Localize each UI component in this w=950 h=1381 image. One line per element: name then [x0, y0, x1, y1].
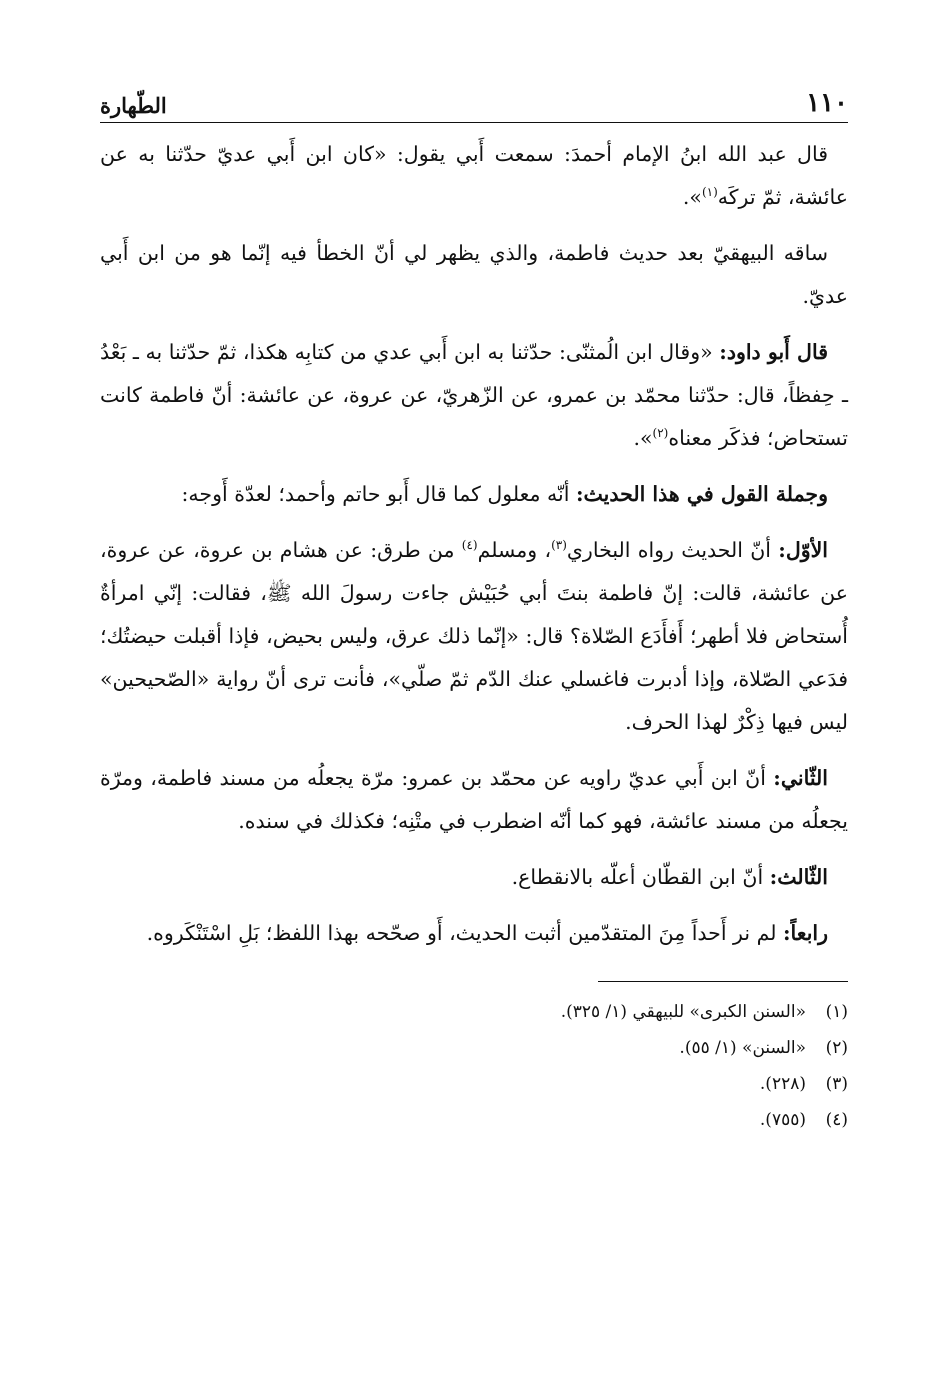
- footnote-number: (٢): [825, 1038, 848, 1058]
- paragraph-text-end: ».: [682, 185, 702, 209]
- footnote-2: [100, 1030, 848, 1066]
- paragraph-text: أنّ ابن أَبي عديّ راويه عن محمّد بن عمرو: مرّة يجعلُه من مسند فاطمة، ومرّة يجعلُه من مسند عائشة، فهو كما أنّه اضطرب في متْنِه؛ فكذلك في سنده.: [100, 766, 848, 833]
- paragraph-8: [100, 912, 848, 955]
- footnote-text: (٧٥٥).: [759, 1110, 806, 1130]
- book-page: [100, 80, 848, 1138]
- footnote-4: [100, 1102, 848, 1138]
- paragraph-text: قال عبد الله ابنُ الإمام أحمدَ: سمعت أَبي يقول: «كان ابن أَبي عديّ حدّثنا به عن عائشة، ثمّ تركَه: [100, 142, 848, 209]
- paragraph-text: «وقال ابن الُمثنّى: حدّثنا به ابن أَبي عدي من كتابِه هكذا، ثمّ حدّثنا به ـ بَعْدُ ـ حِفظاً، قال: حدّثنا محمّد بن عمرو، عن الزّهريّ، عن عروة، عن عائشة: أنّ فاطمة كانت تستحاض؛ فذكَر معناه: [100, 340, 848, 450]
- page-number: ١١٠: [806, 88, 848, 118]
- footnote-1: [100, 994, 848, 1030]
- footnote-ref-1: (١): [701, 185, 718, 200]
- paragraph-text: لم نر أَحداً مِنَ المتقدّمين أثبت الحديث، أَو صحّحه بهذا اللفظ؛ بَلِ اسْتَنْكَروه.: [146, 921, 783, 945]
- footnote-number: (٣): [825, 1074, 848, 1094]
- footnote-3: [100, 1066, 848, 1102]
- paragraph-lead: الثّاني:: [773, 766, 828, 790]
- paragraph-2: [100, 232, 848, 318]
- paragraph-lead: الثّالث:: [769, 865, 828, 889]
- running-header: [100, 80, 848, 123]
- footnote-text: «السنن» (١/ ٥٥).: [679, 1038, 806, 1058]
- paragraph-text-end: من طرق: عن هشام بن عروة، عن عروة، عن عائشة، قالت: إنّ فاطمة بنتَ أبي حُبَيْش جاءت رسولَ الله ﷺ، فقالت: إنّي امرأةٌ أُستحاض فلا أطهر؛ أَفأَدَع الصّلاة؟ قال: «إنّما ذلك عرق، وليس بحيض، فإذا أقبلت حيضتُك؛ فدَعي الصّلاة، وإذا أدبرت فاغسلي عنك الدّم ثمّ صلّي»، فأنت ترى أنّ رواية «الصّحيحين» ليس فيها ذِكْرٌ لهذا الحرف.: [100, 538, 848, 734]
- paragraph-lead: الأوّل:: [778, 538, 828, 562]
- paragraph-text: ساقه البيهقيّ بعد حديث فاطمة، والذي يظهر لي أنّ الخطأ فيه إنّما هو من ابن أَبي عديّ.: [100, 241, 848, 308]
- footnote-ref-4: (٤): [461, 538, 478, 553]
- paragraph-5: [100, 529, 848, 744]
- paragraph-3: [100, 331, 848, 460]
- footnote-ref-3: (٣): [551, 538, 567, 553]
- footnote-ref-2: (٢): [652, 426, 669, 441]
- paragraph-4: [100, 473, 848, 516]
- paragraph-7: [100, 856, 848, 899]
- footnotes: [100, 994, 848, 1138]
- paragraph-lead: قال أَبو داود:: [719, 340, 828, 364]
- paragraph-text: أنّه معلول كما قال أَبو حاتم وأحمد؛ لعدّة أَوجه:: [181, 482, 576, 506]
- footnote-number: (٤): [825, 1110, 848, 1130]
- paragraph-text-end: ».: [633, 426, 653, 450]
- footnote-number: (١): [825, 1002, 848, 1022]
- footnote-divider: [598, 981, 848, 982]
- footnote-text: «السنن الكبرى» للبيهقي (١/ ٣٢٥).: [560, 1002, 806, 1022]
- running-title: الطّهارة: [100, 93, 167, 118]
- paragraph-text-middle: ، ومسلم: [477, 538, 552, 562]
- paragraph-text: أنّ الحديث رواه البخاري: [566, 538, 779, 562]
- paragraph-lead: وجملة القول في هذا الحديث:: [575, 482, 828, 506]
- paragraph-6: [100, 757, 848, 843]
- paragraph-1: [100, 133, 848, 219]
- footnote-text: (٢٢٨).: [759, 1074, 806, 1094]
- paragraph-lead: رابعاً:: [782, 921, 828, 945]
- body-text: [100, 133, 848, 955]
- paragraph-text: أنّ ابن القطّان أعلّه بالانقطاع.: [511, 865, 770, 889]
